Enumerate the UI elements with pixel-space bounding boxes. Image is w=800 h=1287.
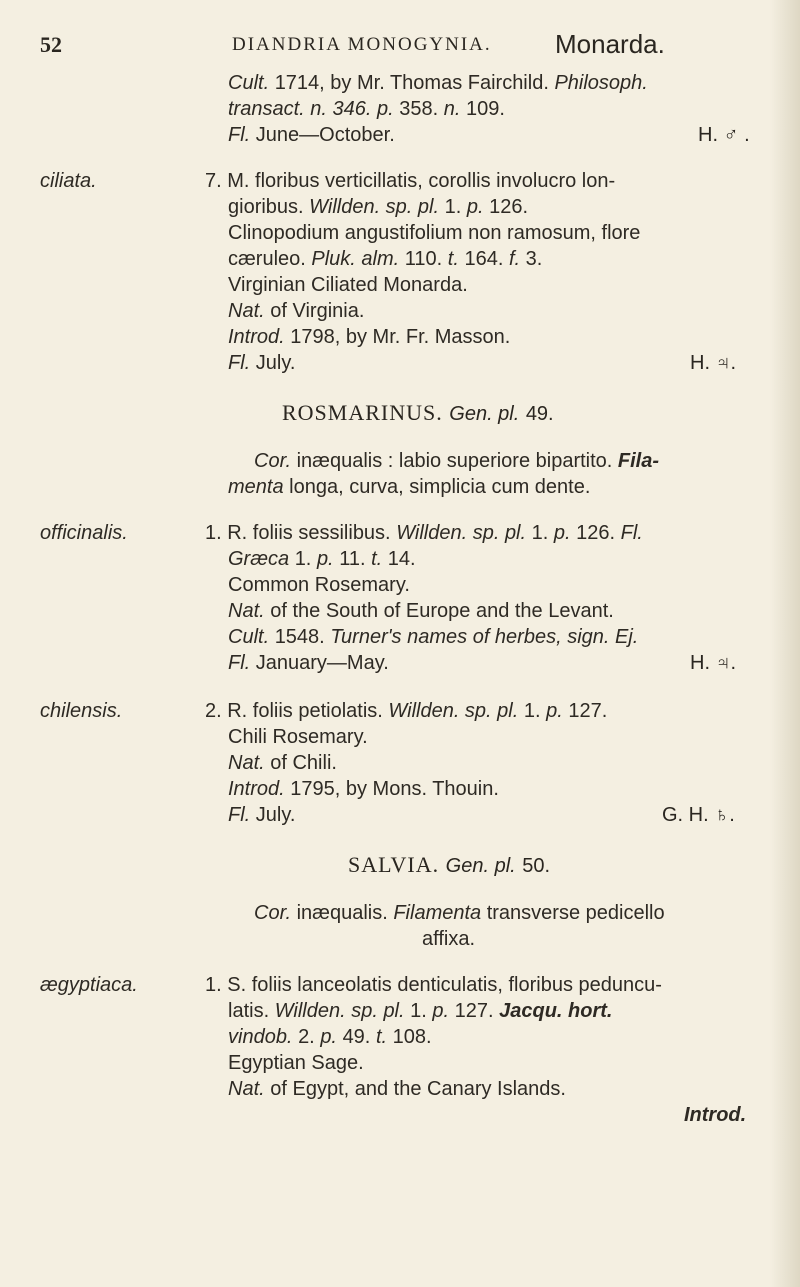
common-name: Chili Rosemary. (228, 726, 368, 748)
page-edge-shadow (770, 0, 800, 1287)
genus-character-cont: menta longa, curva, simplicia cum dente. (228, 476, 591, 498)
transact-line: transact. n. 346. p. 358. n. 109. (228, 98, 505, 120)
margin-species-name: ciliata. (40, 170, 97, 192)
cult-line: Cult. 1714, by Mr. Thomas Fairchild. Philosoph. (228, 72, 648, 94)
habitat-mark: H. ♃. (690, 352, 737, 374)
species-diagnosis: 7. M. floribus verticillatis, corollis involucro lon- (205, 170, 616, 192)
habitat-mark: H. ♂ . (698, 124, 750, 146)
flowering-line: Fl. January—May. (228, 652, 389, 674)
common-name: Egyptian Sage. (228, 1052, 364, 1074)
catchword: Introd. (684, 1104, 747, 1126)
margin-species-name: officinalis. (40, 522, 128, 544)
genus-heading: ROSMARINUS. Gen. pl. 49. (282, 400, 554, 425)
genus-character: Cor. inæqualis : labio superiore bipartito. Fila- (254, 450, 660, 472)
species-diagnosis: 2. R. foliis petiolatis. Willden. sp. pl. 1. p. 127. (205, 700, 608, 722)
page-header (40, 29, 740, 62)
running-title: DIANDRIA MONOGYNIA. (232, 34, 492, 55)
page-number: 52 (40, 32, 62, 57)
native-line: Nat. of Virginia. (228, 300, 365, 322)
synonym-ref-line: vindob. 2. p. 49. t. 108. (228, 1026, 432, 1048)
species-diagnosis-cont: gioribus. Willden. sp. pl. 1. p. 126. (228, 196, 529, 218)
introduced-line: Introd. 1798, by Mr. Fr. Masson. (228, 326, 511, 348)
synonym-ref-line: cæruleo. Pluk. alm. 110. t. 164. f. 3. (228, 248, 543, 270)
habitat-mark: H. ♃. (690, 652, 737, 674)
cultivated-line: Cult. 1548. Turner's names of herbes, sign. Ej. (228, 626, 639, 648)
species-diagnosis-cont: latis. Willden. sp. pl. 1. p. 127. Jacqu. hort. (228, 1000, 613, 1022)
genus-heading: SALVIA. Gen. pl. 50. (348, 852, 551, 877)
flowering-line: Fl. July. (228, 352, 296, 374)
margin-species-name: ægyptiaca. (40, 974, 138, 996)
native-line: Nat. of Chili. (228, 752, 337, 774)
flowering-line: Fl. July. (228, 804, 296, 826)
native-line: Nat. of Egypt, and the Canary Islands. (228, 1078, 566, 1100)
habitat-mark: G. H. ♄. (662, 804, 735, 826)
common-name: Common Rosemary. (228, 574, 410, 596)
species-diagnosis: 1. S. foliis lanceolatis denticulatis, floribus peduncu- (205, 974, 662, 996)
flowering-line: Fl. June—October. (228, 124, 395, 146)
common-name: Virginian Ciliated Monarda. (228, 274, 468, 296)
genus-character: Cor. inæqualis. Filamenta transverse pedicello (254, 902, 665, 924)
species-diagnosis: 1. R. foliis sessilibus. Willden. sp. pl. 1. p. 126. Fl. (205, 522, 643, 544)
introduced-line: Introd. 1795, by Mons. Thouin. (228, 778, 499, 800)
native-line: Nat. of the South of Europe and the Levant. (228, 600, 614, 622)
synonym-line: Clinopodium angustifolium non ramosum, flore (228, 222, 641, 244)
running-genus: Monarda. (555, 29, 665, 59)
genus-character-cont: affixa. (422, 928, 475, 950)
species-diagnosis-cont: Græca 1. p. 11. t. 14. (228, 548, 416, 570)
margin-species-name: chilensis. (40, 700, 123, 722)
